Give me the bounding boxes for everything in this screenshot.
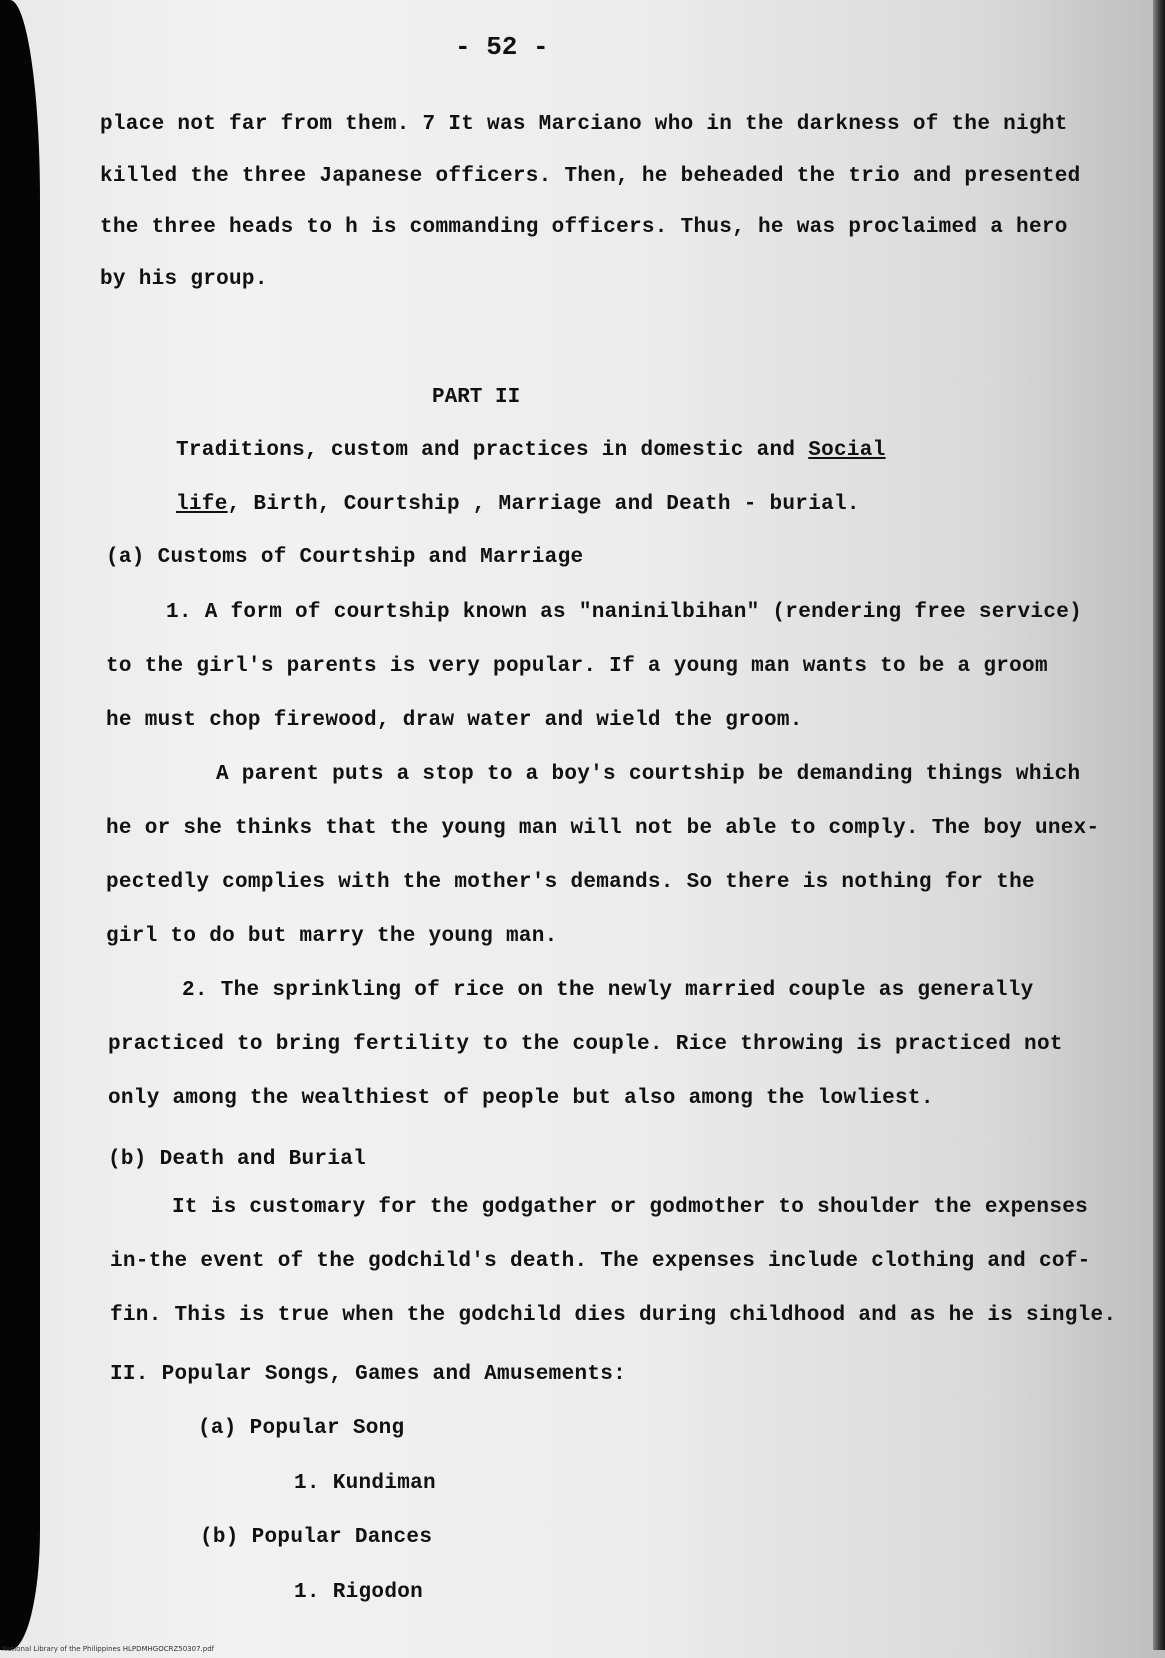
dances-heading: (b) Popular Dances xyxy=(200,1526,433,1549)
section-heading-b: (b) Death and Burial xyxy=(108,1148,367,1171)
paragraph-line: pectedly complies with the mother's demands. So there is nothing for the xyxy=(106,871,1035,894)
paragraph-line: A parent puts a stop to a boy's courtship be demanding things which xyxy=(216,763,1081,786)
right-edge-shadow xyxy=(1153,0,1165,1650)
intro-underlined: Social xyxy=(808,439,886,462)
paragraph-line: the three heads to h is commanding officers. Thus, he was proclaimed a hero xyxy=(100,216,1068,239)
intro-underlined: life xyxy=(176,493,228,516)
section-heading-a: (a) Customs of Courtship and Marriage xyxy=(106,546,584,569)
dance-item: 1. Rigodon xyxy=(294,1581,424,1604)
intro-line-1 xyxy=(176,438,886,464)
paragraph-line: 1. A form of courtship known as "naninilbihan" (rendering free service) xyxy=(166,601,1083,624)
paragraph-line: place not far from them. 7 It was Marciano who in the darkness of the night xyxy=(100,113,1068,136)
paragraph-line: by his group. xyxy=(100,268,268,291)
footer-source: National Library of the Philippines HLPDMHGOCRZ50307.pdf xyxy=(2,1645,215,1653)
part-heading: PART II xyxy=(432,386,521,409)
intro-text: , Birth, Courtship , Marriage and Death - burial. xyxy=(227,493,860,516)
page-number: - 52 - xyxy=(455,32,549,62)
intro-line-2 xyxy=(176,492,860,518)
paragraph-line: It is customary for the godgather or godmother to shoulder the expenses xyxy=(172,1196,1089,1219)
paragraph-line: in-the event of the godchild's death. The expenses include clothing and cof- xyxy=(110,1250,1091,1273)
intro-text: Traditions, custom and practices in domestic and xyxy=(176,439,809,462)
paragraph-line: he or she thinks that the young man will not be able to comply. The boy unex- xyxy=(106,817,1100,840)
paragraph-line: 2. The sprinkling of rice on the newly married couple as generally xyxy=(182,979,1034,1002)
paragraph-line: practiced to bring fertility to the couple. Rice throwing is practiced not xyxy=(108,1033,1063,1056)
paragraph-line: only among the wealthiest of people but also among the lowliest. xyxy=(108,1087,934,1110)
section-heading-ii: II. Popular Songs, Games and Amusements: xyxy=(110,1363,627,1386)
paragraph-line: killed the three Japanese officers. Then, he beheaded the trio and presented xyxy=(100,165,1081,188)
paragraph-line: to the girl's parents is very popular. If a young man wants to be a groom xyxy=(106,655,1048,678)
left-binding-shadow xyxy=(0,0,40,1650)
paragraph-line: girl to do but marry the young man. xyxy=(106,925,558,948)
paragraph-line: he must chop firewood, draw water and wield the groom. xyxy=(106,709,803,732)
songs-heading: (a) Popular Song xyxy=(198,1417,405,1440)
paragraph-line: fin. This is true when the godchild dies during childhood and as he is single. xyxy=(110,1304,1117,1327)
song-item: 1. Kundiman xyxy=(294,1472,436,1495)
